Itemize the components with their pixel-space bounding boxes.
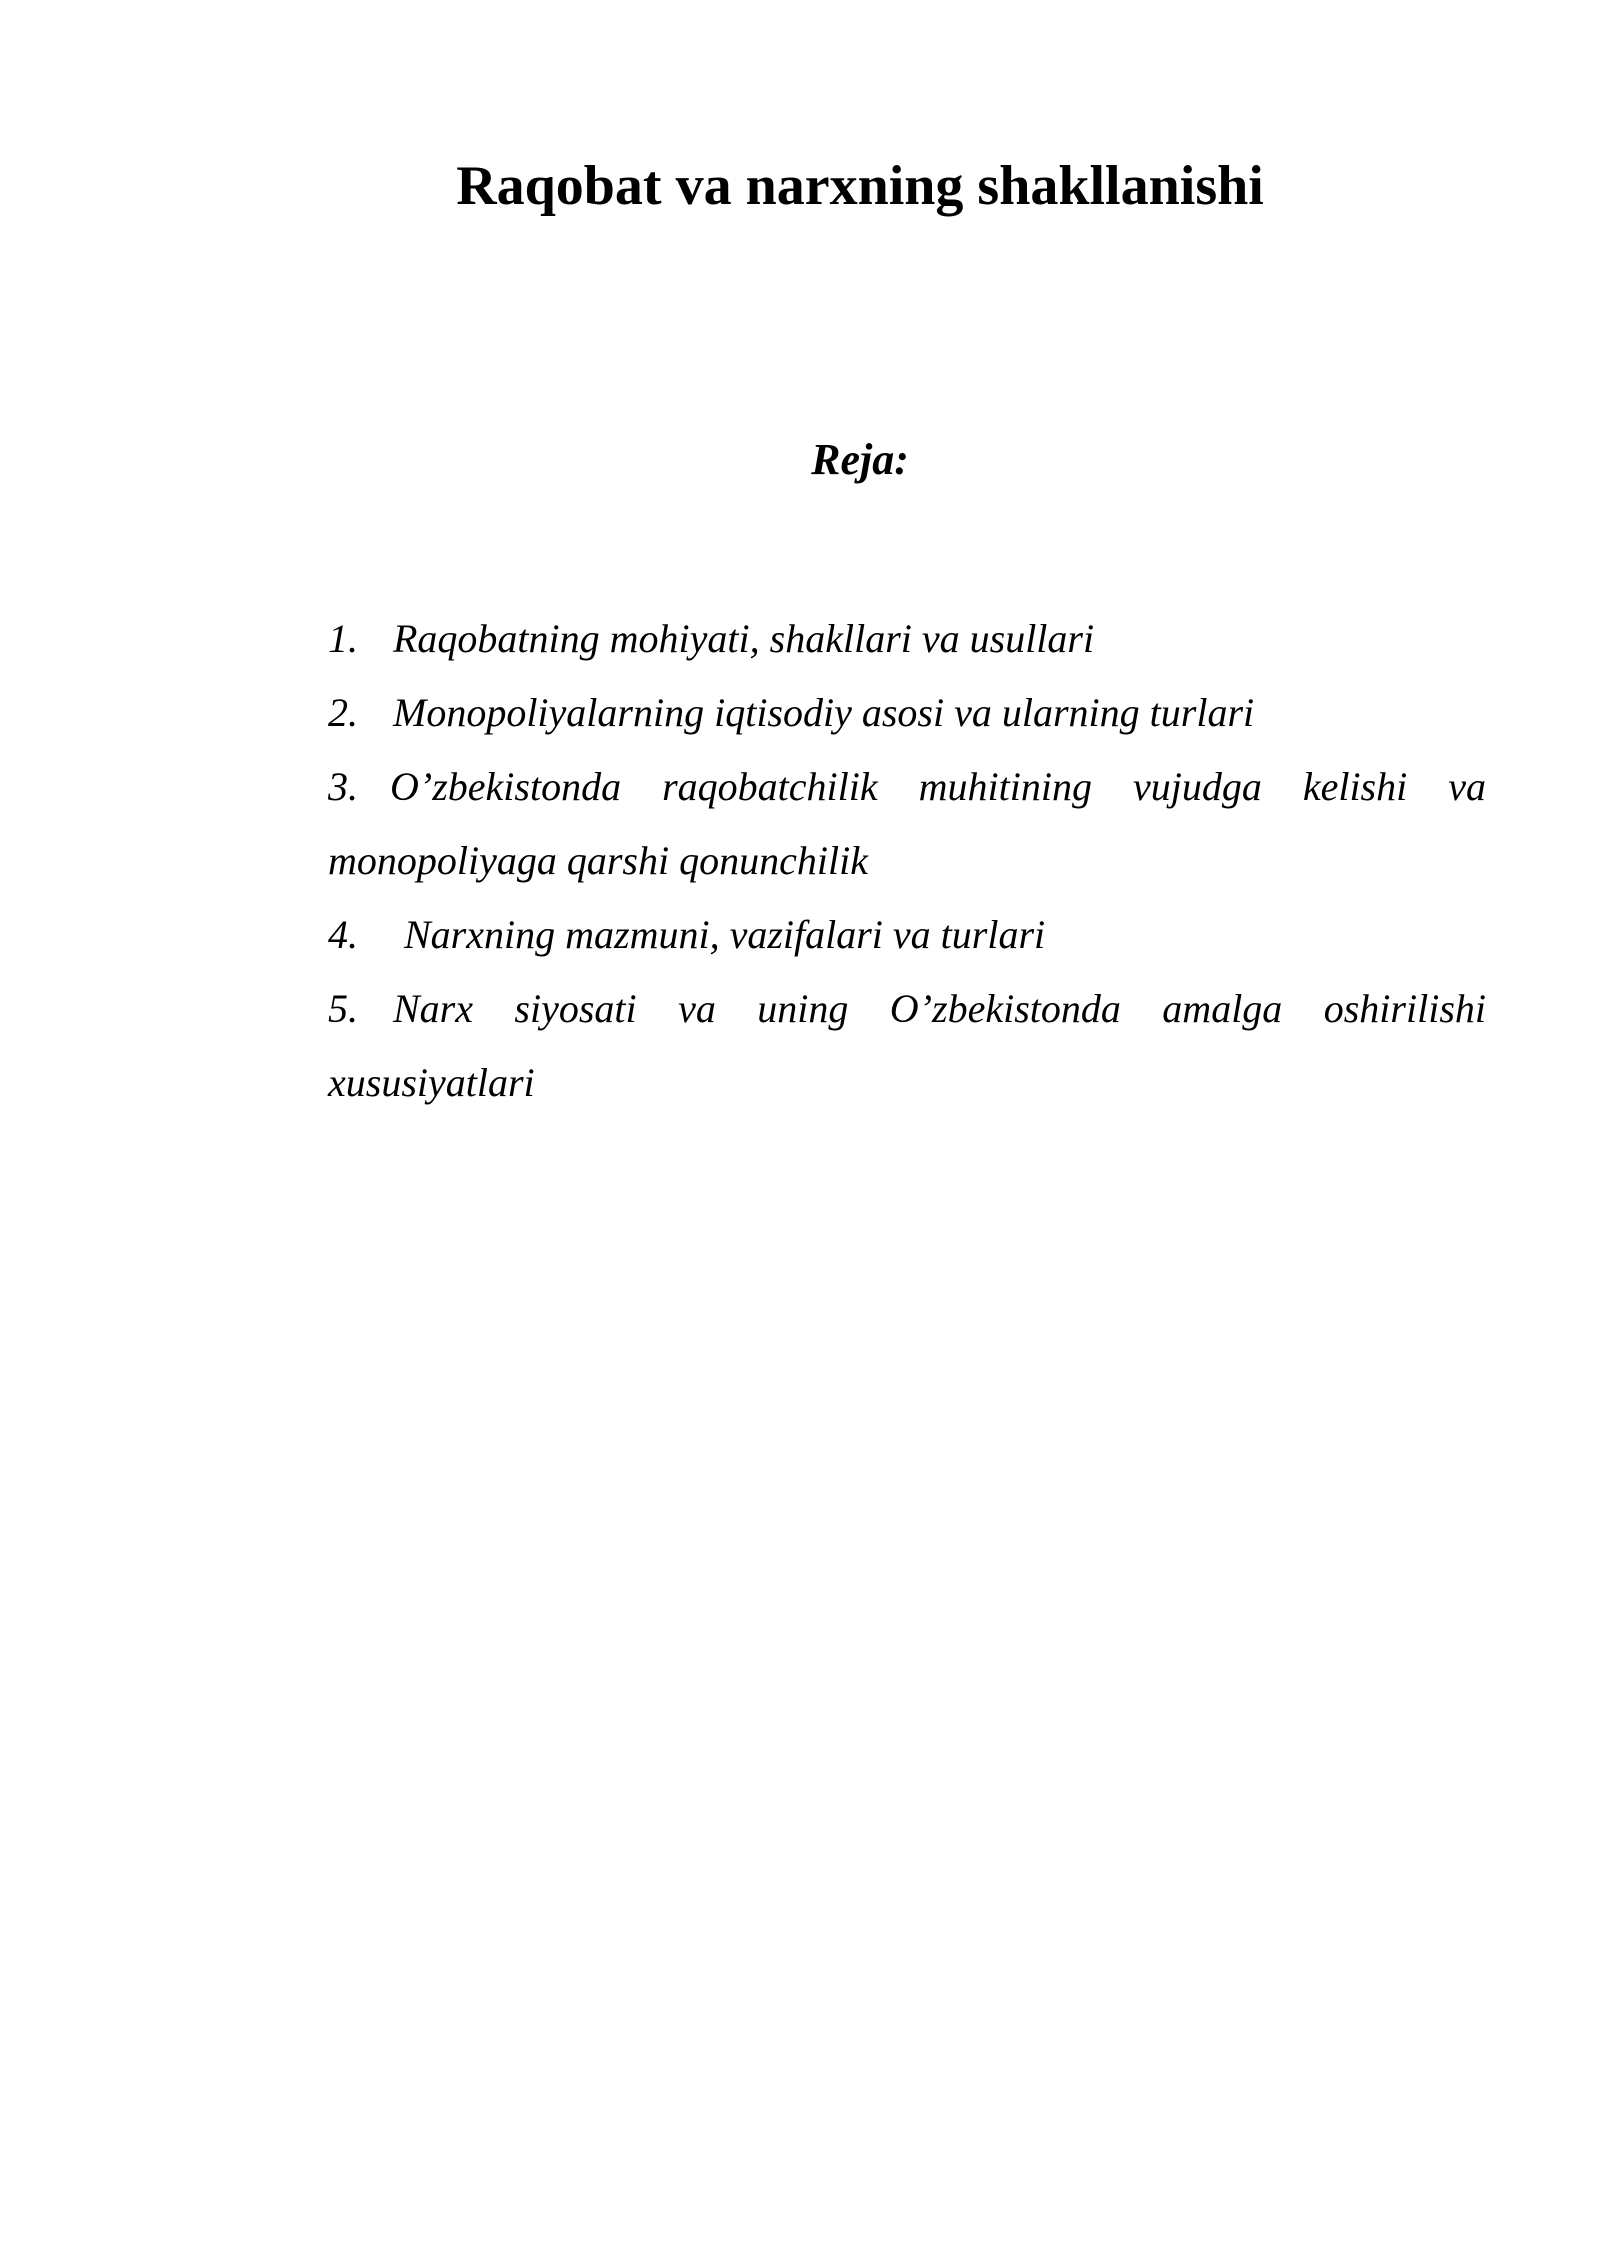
plan-item-text: Monopoliyalarning iqtisodiy asosi va ularning turlari <box>393 690 1255 735</box>
plan-item-2 <box>328 676 1486 750</box>
plan-item-number: 1. <box>328 616 358 661</box>
plan-item-text: Raqobatning mohiyati, shakllari va usullari <box>393 616 1095 661</box>
plan-item-5 <box>328 972 1486 1120</box>
plan-item-1 <box>328 602 1486 676</box>
plan-item-number: 4. <box>328 912 358 957</box>
plan-list <box>328 602 1486 1120</box>
plan-item-number: 5. <box>328 986 358 1031</box>
plan-item-3 <box>328 750 1486 898</box>
plan-item-text: Narx siyosati va uning O’zbekistonda amalga oshirilishi xususiyatlari <box>328 986 1486 1105</box>
plan-item-text: Narxning mazmuni, vazifalari va turlari <box>404 912 1046 957</box>
plan-item-4 <box>328 898 1486 972</box>
plan-item-number: 3. <box>328 764 358 809</box>
plan-item-text: O’zbekistonda raqobatchilik muhitining vujudga kelishi va monopoliyaga qarshi qonunchilik <box>328 764 1486 883</box>
document-title: Raqobat va narxning shakllanishi <box>456 155 1264 217</box>
plan-heading: Reja: <box>811 435 909 484</box>
plan-item-number: 2. <box>328 690 358 735</box>
